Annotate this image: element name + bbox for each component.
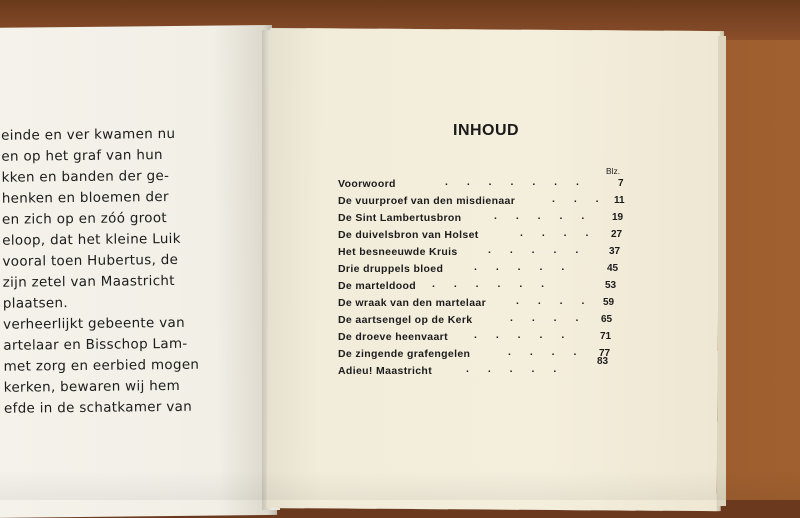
toc-page-number: 83: [597, 356, 609, 367]
left-page-line: plaatsen.: [2, 295, 69, 312]
toc-page-number: 45: [607, 263, 619, 274]
toc-entry-title: Adieu! Maastricht: [338, 365, 433, 377]
toc-leader-dots: . . . . .: [488, 244, 587, 256]
toc-page-number: 71: [600, 331, 612, 342]
left-page-line: vooral toen Hubertus, de: [2, 251, 179, 270]
left-page-line: en op het graf van hun: [1, 147, 163, 165]
left-page-line: artelaar en Bisschop Lam-: [3, 335, 188, 354]
toc-entry-title: De wraak van den martelaar: [338, 297, 487, 309]
left-page-line: en zich op en zóó groot: [1, 210, 168, 228]
toc-leader-dots: . . . . . . .: [445, 176, 587, 188]
toc-entry-title: De aartsengel op de Kerk: [338, 314, 473, 326]
toc-entry-title: De vuurproef van den misdienaar: [338, 195, 516, 207]
page-column-label: Blz.: [606, 166, 621, 176]
toc-leader-dots: . . .: [552, 193, 607, 205]
toc-entry-title: De duivelsbron van Holset: [338, 229, 479, 241]
toc-entry-title: Drie druppels bloed: [338, 263, 444, 275]
toc-leader-dots: . . . .: [510, 312, 587, 324]
toc-leader-dots: . . . .: [520, 227, 597, 239]
toc-leader-dots: . . . . . .: [432, 278, 553, 290]
toc-entry-title: Voorwoord: [338, 178, 396, 190]
left-page-line: henken en bloemen der: [1, 189, 169, 207]
toc-page-number: 27: [611, 229, 623, 240]
toc-entry-title: Het besneeuwde Kruis: [338, 246, 458, 258]
toc-leader-dots: . . . .: [508, 346, 585, 358]
toc-entry-title: De Sint Lambertusbron: [338, 212, 462, 224]
toc-entry-title: De zingende grafengelen: [338, 348, 471, 360]
bottom-shadow: [0, 470, 800, 500]
toc-page-number: 11: [614, 195, 625, 206]
toc-page-number: 65: [601, 314, 613, 325]
toc-leader-dots: . . . . .: [474, 329, 573, 341]
toc-entry-title: De droeve heenvaart: [338, 331, 448, 343]
left-page-line: zijn zetel van Maastricht: [2, 272, 175, 291]
toc-leader-dots: . . . . .: [474, 261, 573, 273]
toc-title: INHOUD: [453, 122, 520, 139]
left-page-line: efde in de schatkamer van: [3, 398, 193, 417]
left-page-line: einde en ver kwamen nu: [1, 125, 176, 144]
left-page-line: verheerlijkt gebeente van: [3, 314, 185, 333]
left-page-line: kken en banden der ge-: [1, 168, 170, 186]
toc-page-number: 37: [609, 246, 621, 257]
left-page-line: kerken, bewaren wij hem: [3, 377, 181, 396]
left-page-line: met zorg en eerbied mogen: [3, 356, 200, 375]
toc-page-number: 19: [612, 212, 624, 223]
toc-page-number: 77: [599, 348, 611, 359]
toc-page-number: 7: [618, 178, 624, 189]
toc-leader-dots: . . . . .: [494, 210, 593, 222]
toc-leader-dots: . . . .: [516, 295, 593, 307]
page-edges: [718, 36, 726, 506]
left-page-line: eloop, dat het kleine Luik: [2, 230, 181, 249]
toc-leader-dots: . . . . .: [466, 363, 565, 375]
toc-page-number: 59: [603, 297, 615, 308]
toc-page-number: 53: [605, 280, 617, 291]
toc-entry-title: De marteldood: [338, 280, 417, 292]
left-page: [0, 25, 277, 518]
